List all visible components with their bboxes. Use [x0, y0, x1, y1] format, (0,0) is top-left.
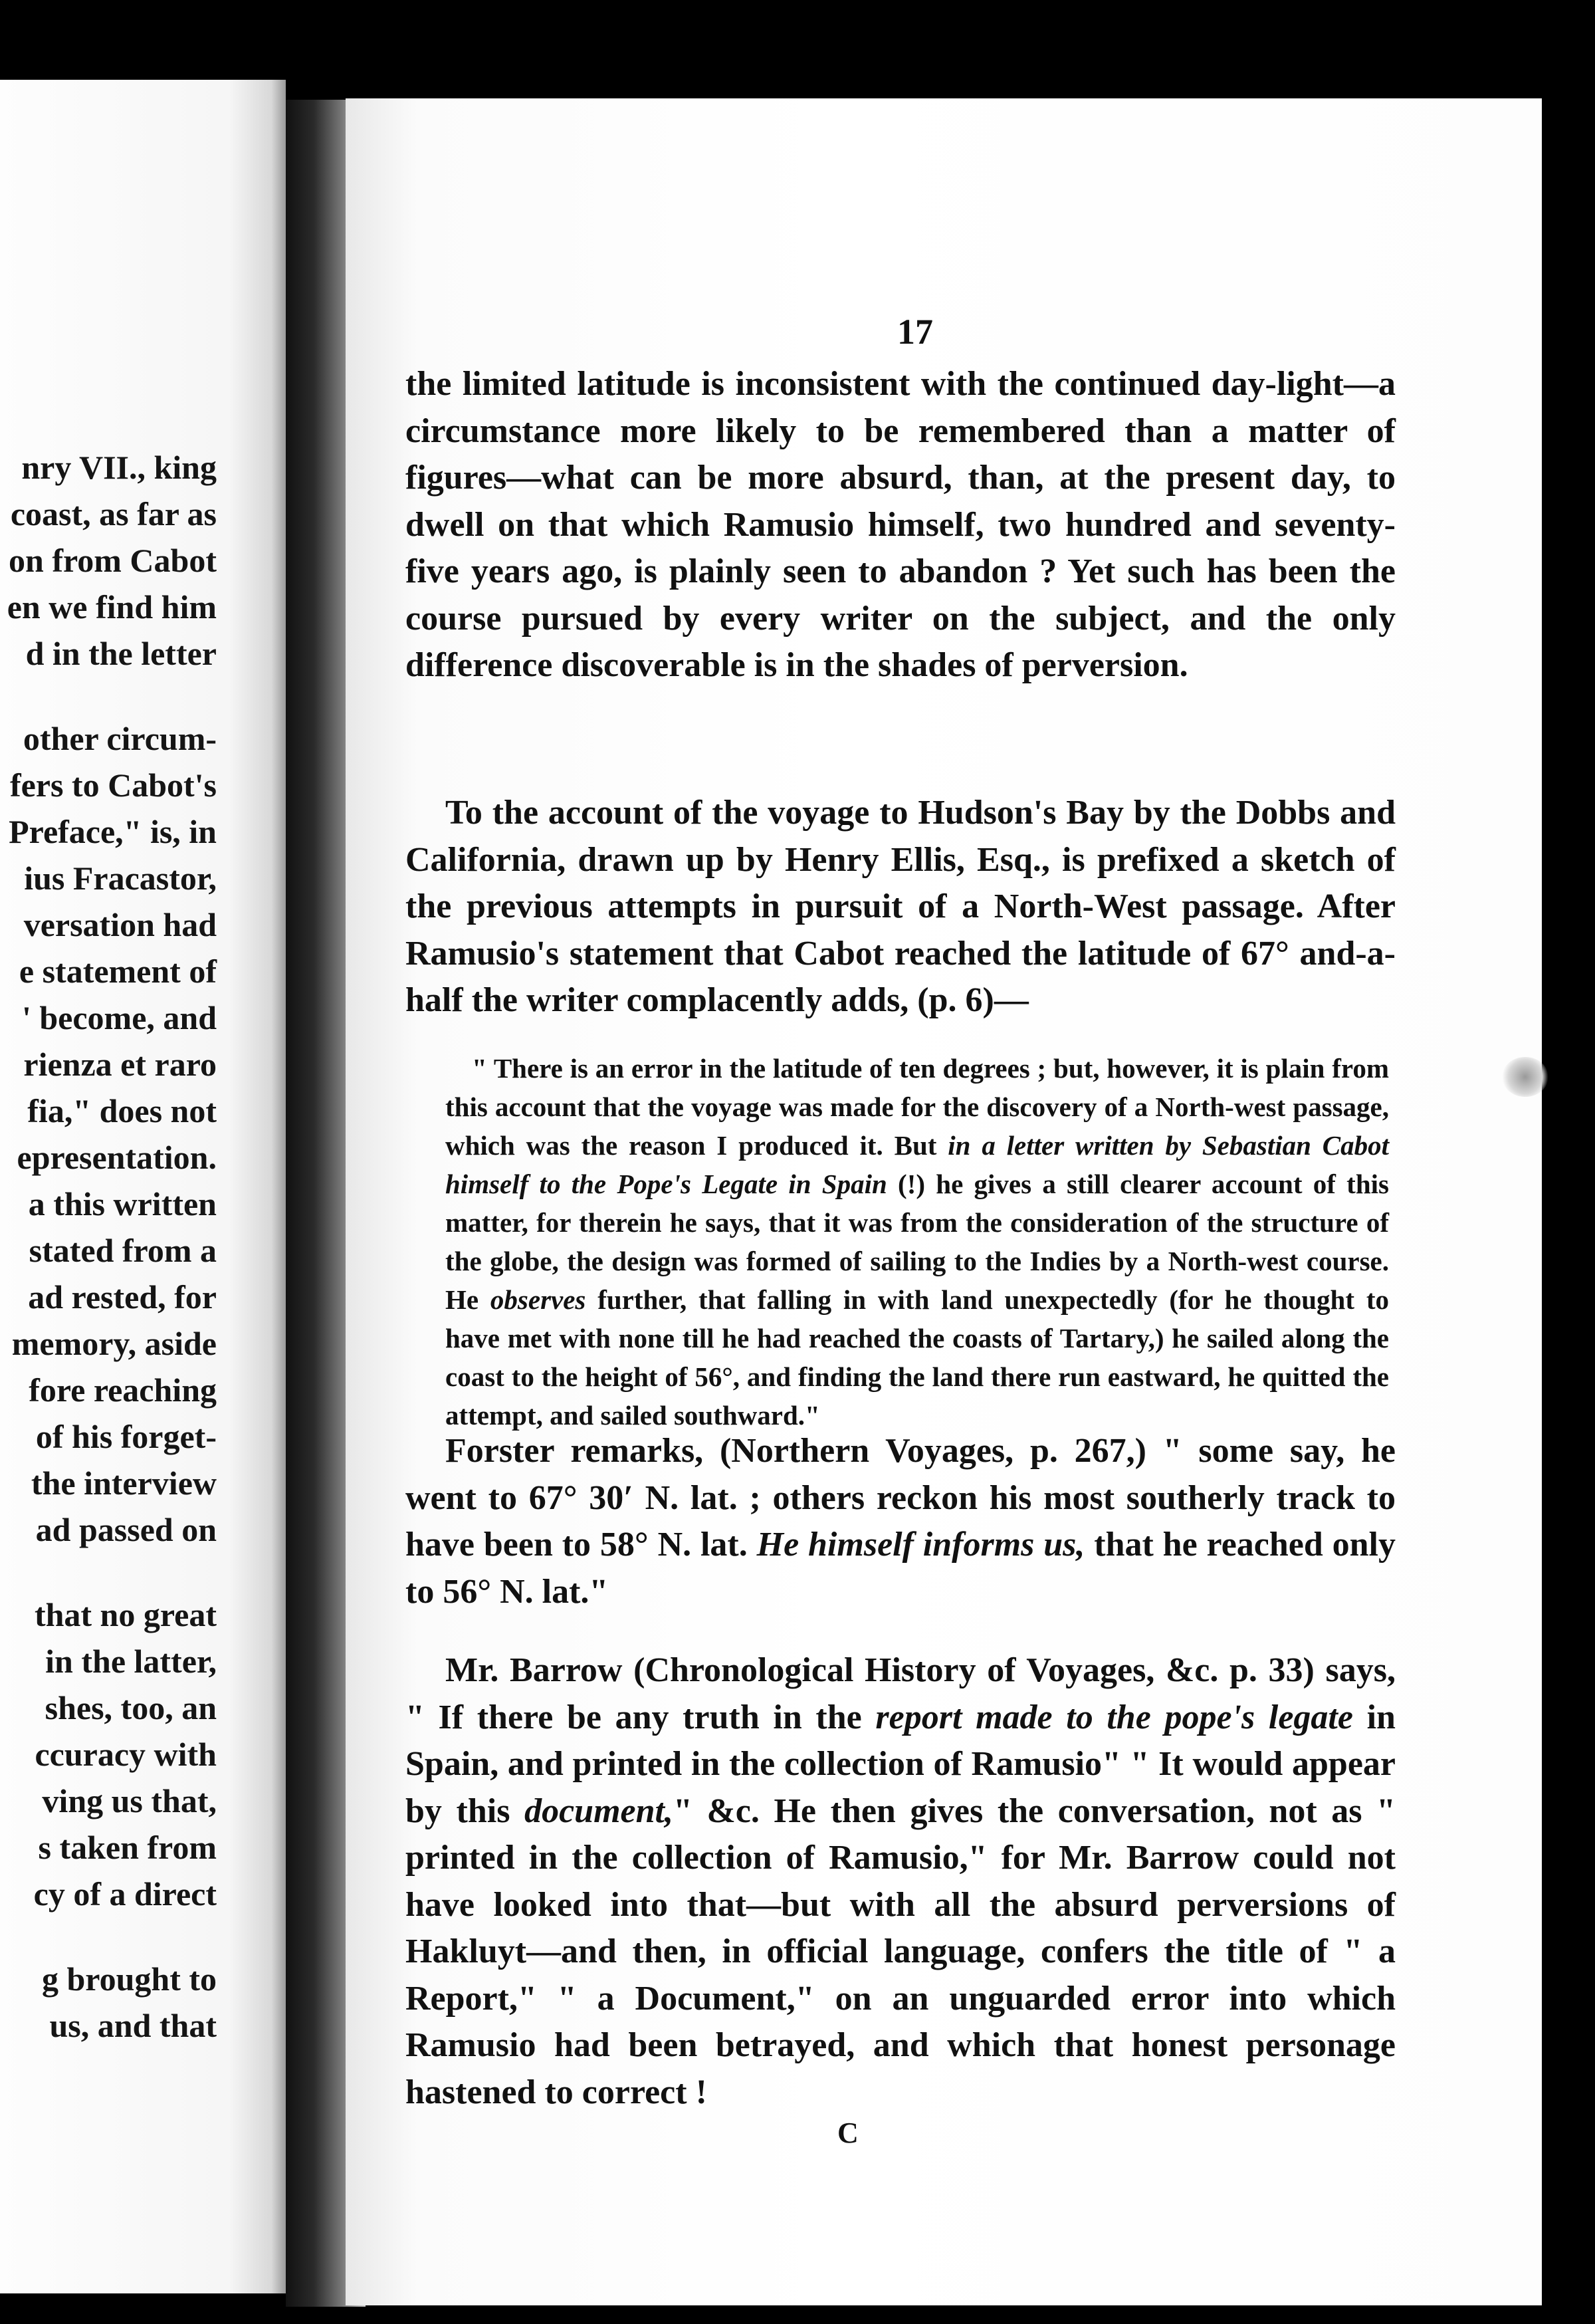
quote-text-3: further, that falling in with land unexpectedly (for he thought to have met with none till he had reached the coasts of Tartary,) he sailed along the coast to the height of 56°, and finding the land there run eastward, he quitted the attempt, and sailed southward." — [445, 1284, 1389, 1431]
paragraph-4-italic-1: report made to the pope's legate — [875, 1698, 1353, 1736]
quote-text-1: " There is an error in the latitude of ten degrees ; but, however, it is plain from this account that the voyage was made for the discovery of a North-west passage, which was the reason I produced it. But — [445, 1053, 1389, 1161]
page-number: 17 — [897, 312, 933, 352]
left-page-line: shes, too, an — [45, 1689, 217, 1726]
paragraph-4-text-3: " &c. He then gives the conversation, not as " printed in the collection of Ramusio," for Mr. Barrow could not have looked into that—but with all the absurd perversions of Hakluyt—and then, in official language, confers the title of " a Report," " a Document," on an unguarded error into which Ramusio had been betrayed, and which that honest personage hastened to correct ! — [405, 1792, 1396, 2111]
quote-text-2: (!) he gives a still clearer account of this matter, for therein he says, that it was from the consideration of the structure of the globe, the design was formed of sailing to the Indies by a North-west course. He — [445, 1169, 1389, 1315]
paragraph-3-text-2: that he reached only to 56° N. lat." — [405, 1526, 1396, 1611]
left-page-line: ad passed on — [35, 1511, 217, 1548]
left-page-line: stated from a — [29, 1232, 217, 1269]
ink-smudge — [1502, 1057, 1548, 1097]
left-page-line: d in the letter — [25, 635, 217, 672]
paragraph-1: the limited latitude is inconsistent with the continued day-light—a circumstance more likely to be remembered than a matter of figures—what can be more absurd, than, at the present day, to dwell on that which Ramusio himself, two hundred and seventy-five years ago, is plainly seen to abandon ? Yet such has been the course pursued by every writer on the subject, and the only difference discoverable is in the shades of perversion. — [405, 365, 1396, 684]
left-page-line: cy of a direct — [33, 1875, 217, 1913]
paragraph-4-text-2: in Spain, and printed in the collection of Ramusio" " It would appear by this — [405, 1698, 1396, 1830]
left-page-line: nry VII., king — [21, 449, 217, 486]
quote-italic-2: observes — [490, 1284, 586, 1315]
left-page-line: ccuracy with — [35, 1736, 217, 1773]
right-page — [346, 98, 1542, 2305]
left-page-line: other circum- — [23, 720, 217, 757]
left-page-line: that no great — [34, 1596, 217, 1633]
left-page-line: a this written — [28, 1185, 217, 1222]
left-page-line: epresentation. — [17, 1139, 217, 1176]
left-page-line: fia," does not — [27, 1092, 217, 1129]
left-page-gap — [0, 1917, 217, 1956]
left-page-line: coast, as far as — [10, 495, 217, 532]
left-page-line: ving us that, — [42, 1782, 217, 1819]
paragraph-4 — [405, 1647, 1396, 2116]
left-page-line: versation had — [23, 906, 217, 943]
left-page-line: rienza et raro — [23, 1046, 217, 1083]
left-page-line: fers to Cabot's — [9, 766, 217, 804]
quote-italic-1: in a letter written by Sebastian Cabot himself to the Pope's Legate in Spain — [445, 1130, 1389, 1199]
left-page-line: memory, aside — [11, 1325, 217, 1362]
left-page-line: us, and that — [49, 2007, 217, 2044]
left-page-line: en we find him — [7, 588, 217, 626]
left-page-line: g brought to — [41, 1960, 217, 1998]
left-page-line: the interview — [31, 1464, 217, 1502]
left-page-line: ius Fracastor, — [24, 860, 217, 897]
left-page-line: ad rested, for — [28, 1278, 217, 1316]
left-page — [0, 80, 286, 2293]
left-page-line: of his forget- — [35, 1418, 217, 1455]
paragraph-3-text-1: Forster remarks, (Northern Voyages, p. 267,) " some say, he went to 67° 30′ N. lat. ; others reckon his most southerly track to have been to 58° N. lat. — [405, 1432, 1396, 1564]
left-page-line: e statement of — [19, 953, 217, 990]
left-page-gap — [0, 1553, 217, 1591]
left-page-line: Preface," is, in — [9, 813, 217, 850]
paragraph-3-italic: He himself informs us, — [756, 1526, 1085, 1564]
left-page-text — [0, 444, 217, 2049]
left-page-gap — [0, 677, 217, 715]
paragraph-4-italic-2: document, — [524, 1792, 673, 1830]
paragraph-4-text-1: Mr. Barrow (Chronological History of Voyages, &c. p. 33) says, " If there be any truth in the — [405, 1651, 1396, 1736]
left-page-line: ' become, and — [21, 999, 217, 1036]
signature-mark: C — [837, 2117, 859, 2149]
left-page-line: on from Cabot — [9, 542, 217, 579]
left-page-line: s taken from — [38, 1829, 217, 1866]
left-page-line: fore reaching — [29, 1371, 217, 1409]
paragraph-3 — [405, 1428, 1396, 1615]
block-quote — [445, 1049, 1389, 1435]
paragraph-2: To the account of the voyage to Hudson's Bay by the Dobbs and California, drawn up by Henry Ellis, Esq., is prefixed a sketch of the previous attempts in pursuit of a North-West passage. After Ramusio's statement that Cabot reached the latitude of 67° and-a-half the writer complacently adds, (p. 6)— — [405, 794, 1396, 1019]
left-page-line: in the latter, — [45, 1643, 217, 1680]
